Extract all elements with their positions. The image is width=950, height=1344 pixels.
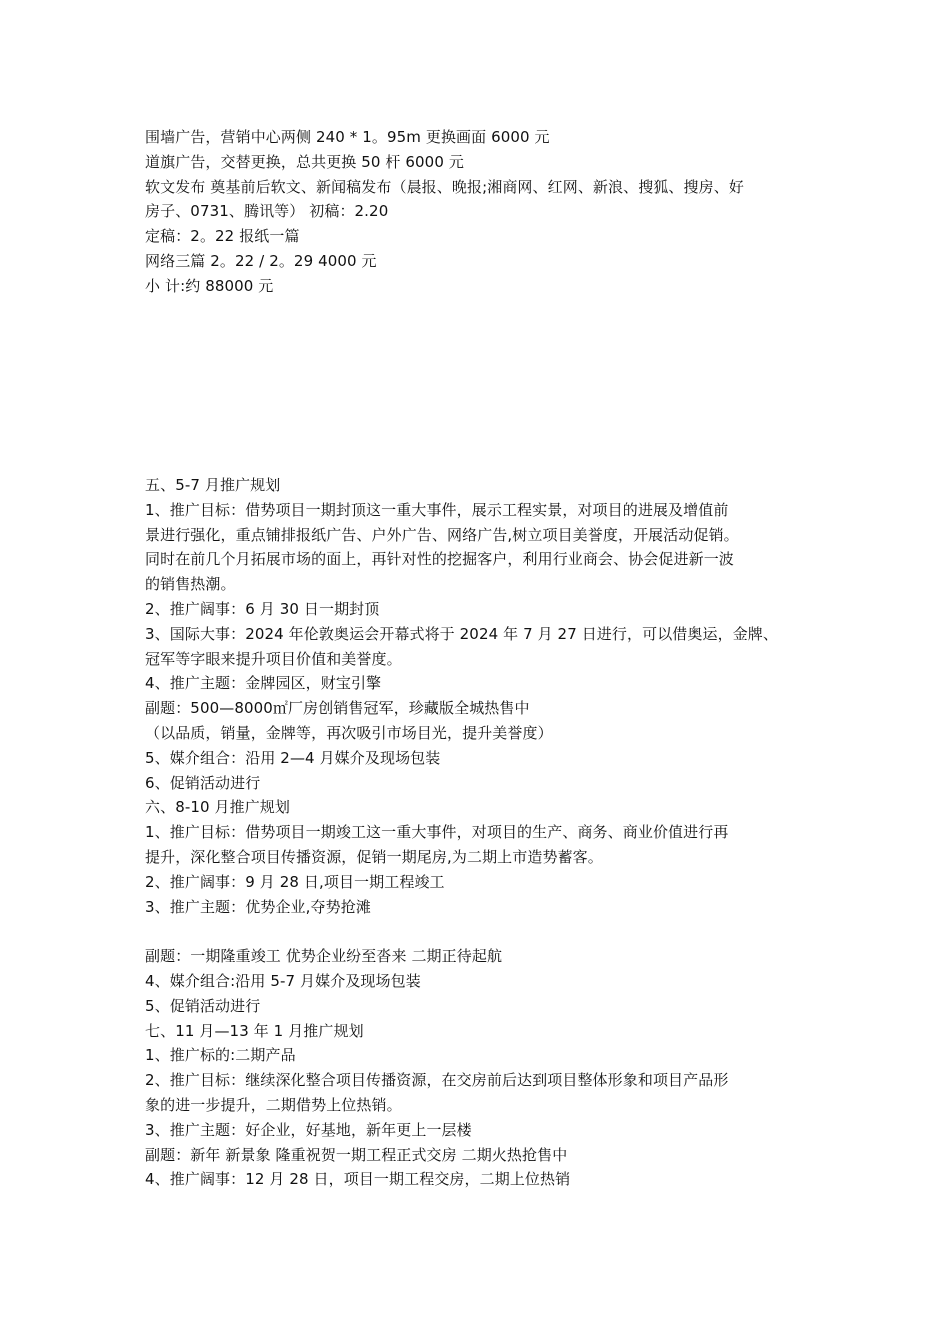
- text-line: 2、推广目标：继续深化整合项目传播资源，在交房前后达到项目整体形象和项目产品形: [145, 1071, 729, 1090]
- text-line: 4、推广主题：金牌园区，财宝引擎: [145, 674, 382, 693]
- text-line: 同时在前几个月拓展市场的面上，再针对性的挖掘客户，利用行业商会、协会促进新一波: [145, 550, 734, 569]
- text-line: （以品质，销量，金牌等，再次吸引市场目光，提升美誉度）: [145, 723, 553, 742]
- blank-line: [145, 919, 825, 944]
- text-line: 1、推广目标：借势项目一期竣工这一重大事件，对项目的生产、商务、商业价值进行再: [145, 823, 729, 842]
- text-line: 4、媒介组合:沿用 5-7 月媒介及现场包装: [145, 971, 421, 990]
- text-line: 网络三篇 2。22 / 2。29 4000 元: [145, 251, 377, 270]
- text-line: 2、推广阔事：9 月 28 日,项目一期工程竣工: [145, 872, 445, 891]
- text-line: 5、媒介组合：沿用 2—4 月媒介及现场包装: [145, 748, 441, 767]
- text-line: 6、促销活动进行: [145, 773, 261, 792]
- text-line: 提升，深化整合项目传播资源，促销一期尾房,为二期上市造势蓄客。: [145, 847, 603, 866]
- text-line: 4、推广阔事：12 月 28 日，项目一期工程交房，二期上位热销: [145, 1170, 571, 1189]
- text-line: 冠军等字眼来提升项目价值和美誉度。: [145, 649, 402, 668]
- text-line: 景进行强化，重点铺排报纸广告、户外广告、网络广告,树立项目美誉度，开展活动促销。: [145, 525, 739, 544]
- text-line: 围墙广告，营销中心两侧 240 * 1。95m 更换画面 6000 元: [145, 128, 550, 146]
- text-line: 3、推广主题：优势企业,夺势抢滩: [145, 897, 371, 916]
- subtotal-line: 小 计:约 88000 元: [145, 276, 274, 295]
- promotion-costs-section: [145, 125, 825, 299]
- section-heading: 六、8-10 月推广规划: [145, 798, 291, 817]
- text-line: 3、推广主题：好企业，好基地，新年更上一层楼: [145, 1120, 472, 1139]
- promotion-plan-section: [145, 473, 825, 1192]
- text-line: 象的进一步提升，二期借势上位热销。: [145, 1095, 402, 1114]
- text-line: 3、国际大事：2024 年伦敦奥运会开幕式将于 2024 年 7 月 27 日进行，可以借奥运，金牌、: [145, 624, 779, 643]
- text-line: 2、推广阔事：6 月 30 日一期封顶: [145, 599, 380, 618]
- text-line: 副题：新年 新景象 隆重祝贺一期工程正式交房 二期火热抢售中: [145, 1145, 568, 1164]
- section-heading: 七、11 月—13 年 1 月推广规划: [145, 1021, 364, 1040]
- text-line: 软文发布 奠基前后软文、新闻稿发布（晨报、晚报;湘商网、红网、新浪、搜狐、搜房、好: [145, 177, 744, 196]
- text-line: 1、推广标的:二期产品: [145, 1046, 296, 1065]
- text-line: 道旗广告，交替更换，总共更换 50 杆 6000 元: [145, 152, 464, 171]
- text-line: 的销售热潮。: [145, 575, 236, 594]
- text-line: 副题：500—8000㎡厂房创销售冠军，珍藏版全城热售中: [145, 699, 530, 718]
- section-heading: 五、5-7 月推广规划: [145, 476, 281, 494]
- text-line: 房子、0731、腾讯等） 初稿：2.20: [145, 202, 389, 221]
- text-line: 5、促销活动进行: [145, 996, 261, 1015]
- text-line: 定稿：2。22 报纸一篇: [145, 227, 300, 246]
- text-line: 1、推广目标：借势项目一期封顶这一重大事件，展示工程实景，对项目的进展及增值前: [145, 500, 729, 519]
- text-line: 副题：一期隆重竣工 优势企业纷至沓来 二期正待起航: [145, 947, 503, 966]
